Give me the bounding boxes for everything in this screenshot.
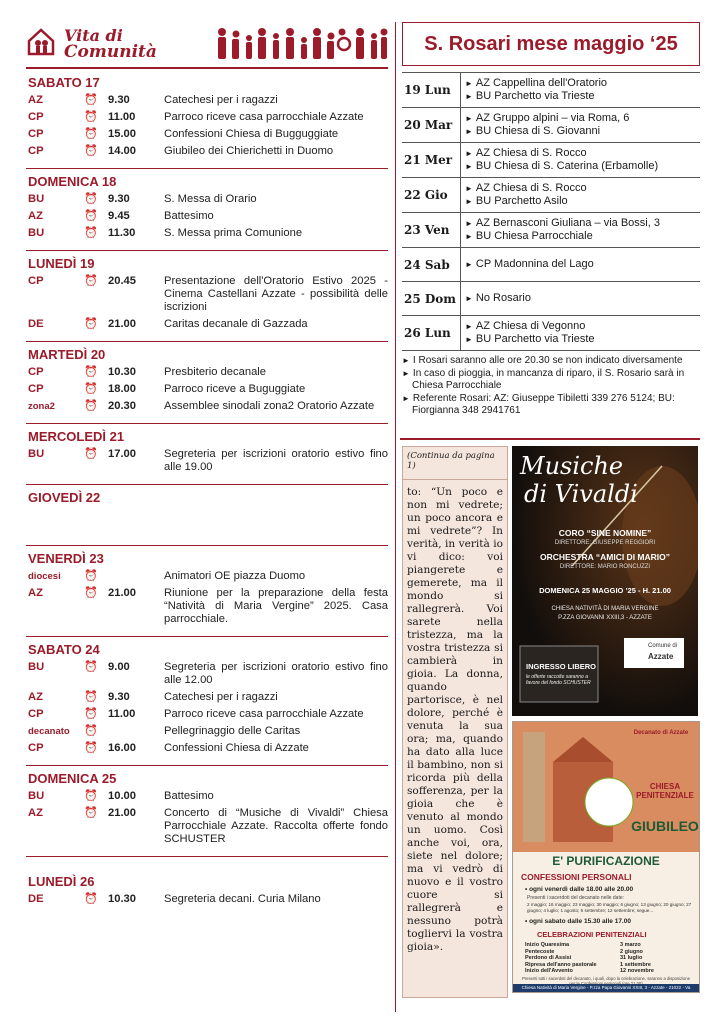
- event-description: Segreteria decani. Curia Milano: [164, 893, 321, 905]
- rosari-places: [461, 282, 701, 316]
- gospel-text: to: “Un poco e non mi vedrete; un poco ancora e mi vedrete”? In verità, in verità io vi dico: voi piangerete e gemerete, ma il mondo si rallegrerà. Voi sarete nella tristezza, ma la vostra tristezza si cambierà in gioia. La donna, quando partorisce, è nel dolore, perché è venuta la sua ora; ma, quando ha dato alla luce il bambino, non si ricorda più della sofferenza, per la gioia che è venuto al mondo un uomo. Così anche voi, ora, siete nel dolore; ma vi vedrò di nuovo e il vostro cuore si rallegrerà e nessuno potrà togliervi la vostra gioia».: [407, 486, 504, 953]
- event-place-code: AZ: [28, 807, 43, 819]
- event-row: [26, 689, 388, 706]
- giubileo-celeb-list: [525, 942, 693, 975]
- event-description: S. Messa prima Comunione: [164, 227, 303, 239]
- event-row: [26, 273, 388, 316]
- event-time: 20.30: [108, 400, 136, 412]
- event-place-code: BU: [28, 193, 45, 205]
- rosari-place-text: BU Chiesa di S. Giovanni: [475, 125, 601, 137]
- giubileo-celeb: CELEBRAZIONI PENITENZIALI: [537, 930, 647, 939]
- empty-day-space: [26, 507, 388, 537]
- event-row: [26, 208, 388, 225]
- event-place-code: AZ: [28, 691, 43, 703]
- event-place-code: CP: [28, 145, 44, 157]
- celeb-row: [525, 968, 693, 975]
- event-time: 15.00: [108, 128, 136, 140]
- page-header: [26, 22, 388, 66]
- logo-line2: Comunità: [64, 42, 157, 62]
- vivaldi-place2: P.ZZA GIOVANNI XXIII,3 - AZZATE: [558, 615, 652, 621]
- agenda-column: [26, 22, 388, 1012]
- giubileo-addr: Chiesa Natività di Maria Vergine - P.zza Papa Giovanni XXIII, 3 - Azzate - 21022 - Va: [513, 984, 699, 992]
- alarm-clock-icon: ⏰: [84, 94, 98, 106]
- rosari-places: [461, 248, 701, 282]
- event-description: Parroco riceve a Buguggiate: [164, 383, 306, 395]
- event-row: [26, 446, 388, 476]
- vivaldi-coro-dir: DIRETTORE: GIUSEPPE REGGIORI: [554, 540, 656, 546]
- rosari-note-text: In caso di pioggia, in mancanza di riparo, il S. Rosario sarà in Chiesa Parrocchiale: [412, 367, 685, 391]
- giubileo-title1: GIUBILEO: [631, 818, 699, 834]
- celeb-date: 31 luglio: [620, 955, 643, 962]
- agenda-days: [26, 70, 388, 908]
- celeb-name: Inizio dell'Avvento: [525, 968, 573, 975]
- alarm-clock-icon: ⏰: [84, 570, 98, 582]
- rosari-title: S. Rosari mese maggio ‘25: [402, 22, 700, 66]
- arrow-bullet-icon: ►: [402, 368, 410, 378]
- event-row: [26, 109, 388, 126]
- rosari-place: [465, 195, 700, 208]
- people-silhouettes-icon: [214, 26, 388, 60]
- rosari-row: [402, 178, 700, 213]
- alarm-clock-icon: ⏰: [84, 128, 98, 140]
- day-heading: LUNEDÌ 26: [28, 874, 95, 889]
- alarm-clock-icon: ⏰: [84, 893, 98, 905]
- event-time: 10.00: [108, 790, 136, 802]
- vivaldi-coro: CORO “SINE NOMINE”: [558, 528, 652, 538]
- rosari-place: [465, 258, 700, 271]
- event-time: 17.00: [108, 448, 136, 460]
- event-description: Confessioni Chiesa di Bugguggiate: [164, 128, 339, 140]
- rosari-note-text: I Rosari saranno alle ore 20.30 se non indicato diversamente: [412, 355, 683, 366]
- giubileo-foot: Presenti tutti i sacerdoti del decanato, i quali, dopo la celebrazione, saranno a disposizione: [521, 976, 691, 981]
- day-heading: LUNEDÌ 19: [28, 256, 95, 271]
- rosari-place: [465, 182, 700, 195]
- day-block: [26, 546, 388, 637]
- day-heading: MARTEDÌ 20: [28, 347, 106, 362]
- day-heading: MERCOLEDÌ 21: [28, 429, 125, 444]
- rosari-row: [402, 108, 700, 143]
- event-row: [26, 92, 388, 109]
- event-description: Pellegrinaggio delle Caritas: [164, 725, 301, 737]
- event-description: Giubileo dei Chierichetti in Duomo: [164, 145, 334, 157]
- alarm-clock-icon: ⏰: [84, 111, 98, 123]
- arrow-bullet-icon: ►: [465, 260, 473, 269]
- alarm-clock-icon: ⏰: [84, 227, 98, 239]
- event-row: [26, 316, 388, 333]
- event-row: [26, 706, 388, 723]
- day-block: [26, 251, 388, 342]
- day-heading: GIOVEDÌ 22: [28, 490, 101, 505]
- alarm-clock-icon: ⏰: [84, 366, 98, 378]
- rosari-row: [402, 248, 700, 282]
- rosari-notes: [402, 355, 700, 418]
- rosari-day: 25 Dom: [402, 282, 461, 316]
- vivaldi-title2: di Vivaldi: [524, 480, 638, 508]
- event-row: [26, 191, 388, 208]
- rosari-places: [461, 213, 701, 248]
- arrow-bullet-icon: ►: [465, 79, 473, 88]
- celeb-name: Inizio Quaresima: [525, 942, 570, 948]
- alarm-clock-icon: ⏰: [84, 661, 98, 673]
- giubileo-title2: E' PURIFICAZIONE: [552, 854, 660, 868]
- rosari-table: [402, 72, 700, 351]
- alarm-clock-icon: ⏰: [84, 383, 98, 395]
- rosari-place-text: AZ Chiesa di S. Rocco: [475, 147, 587, 159]
- event-time: 9.30: [108, 691, 130, 703]
- event-time: 10.30: [108, 893, 136, 905]
- event-description: Animatori OE piazza Duomo: [164, 570, 306, 582]
- event-row: [26, 381, 388, 398]
- rosari-place-text: AZ Chiesa di S. Rocco: [475, 182, 587, 194]
- rosari-places: [461, 108, 701, 143]
- event-description: Parroco riceve casa parrocchiale Azzate: [164, 708, 364, 720]
- rosari-note-text: Referente Rosari: AZ: Giuseppe Tibiletti 339 276 5124; BU: Fiorgianna 348 2941761: [412, 392, 675, 416]
- event-place-code: CP: [28, 128, 44, 140]
- event-time: 14.00: [108, 145, 136, 157]
- event-time: 11.00: [108, 111, 136, 123]
- rosari-day: 21 Mer: [402, 143, 461, 178]
- event-place-code: CP: [28, 275, 44, 287]
- gospel-box: [402, 446, 508, 998]
- celeb-date: 2 giugno: [620, 948, 643, 955]
- vivaldi-free: INGRESSO LIBERO: [526, 662, 597, 671]
- alarm-clock-icon: ⏰: [84, 725, 98, 737]
- rosari-place: [465, 90, 700, 103]
- event-row: [26, 740, 388, 757]
- alarm-clock-icon: ⏰: [84, 790, 98, 802]
- event-time: 10.30: [108, 366, 136, 378]
- alarm-clock-icon: ⏰: [84, 400, 98, 412]
- event-row: [26, 568, 388, 585]
- event-place-code: BU: [28, 790, 45, 802]
- event-description: Segreteria per iscrizioni oratorio estivo fino alle 12.00: [164, 661, 388, 686]
- day-heading: VENERDÌ 23: [28, 551, 104, 566]
- day-separator: [26, 856, 388, 857]
- event-row: [26, 225, 388, 242]
- event-row: [26, 398, 388, 415]
- celeb-date: 12 novembre: [620, 968, 654, 975]
- event-place-code: CP: [28, 742, 44, 754]
- day-block: [26, 70, 388, 169]
- vivaldi-orch: ORCHESTRA “AMICI DI MARIO”: [539, 552, 670, 562]
- vivaldi-poster: [512, 446, 698, 716]
- event-time: 9.30: [108, 193, 130, 205]
- rosari-day: 26 Lun: [402, 316, 461, 351]
- event-description: Battesimo: [164, 210, 214, 222]
- rosari-place-text: AZ Cappellina dell'Oratorio: [475, 77, 608, 89]
- arrow-bullet-icon: ►: [465, 232, 473, 241]
- event-description: Riunione per la preparazione della festa “Natività di Maria Vergine” 2025. Casa parrocchiale.: [164, 587, 388, 625]
- alarm-clock-icon: ⏰: [84, 193, 98, 205]
- event-description: Presbiterio decanale: [164, 366, 266, 378]
- event-time: 9.00: [108, 661, 130, 673]
- event-time: 16.00: [108, 742, 136, 754]
- giubileo-line1: • ogni venerdì dalle 18.00 alle 20.00: [525, 886, 634, 893]
- arrow-bullet-icon: ►: [402, 356, 410, 365]
- gospel-continued: (Continua da pagina 1): [403, 447, 507, 480]
- alarm-clock-icon: ⏰: [84, 210, 98, 222]
- rosari-place-text: AZ Chiesa di Vegonno: [475, 320, 586, 332]
- event-description: Catechesi per i ragazzi: [164, 691, 278, 703]
- rosari-place: [465, 77, 700, 90]
- celeb-date: 3 marzo: [620, 942, 641, 948]
- event-time: 20.45: [108, 275, 136, 287]
- arrow-bullet-icon: ►: [465, 197, 473, 206]
- rosari-place: [465, 292, 700, 305]
- day-block: [26, 342, 388, 424]
- celeb-row: [525, 955, 693, 962]
- event-time: 21.00: [108, 807, 136, 819]
- day-block: [26, 637, 388, 766]
- celeb-row: [525, 962, 693, 969]
- arrow-bullet-icon: ►: [465, 162, 473, 171]
- alarm-clock-icon: ⏰: [84, 807, 98, 819]
- vivaldi-orch-dir: DIRETTORE: MARIO RONCUZZI: [559, 564, 651, 570]
- event-description: S. Messa di Orario: [164, 193, 257, 205]
- event-place-code: zona2: [28, 401, 55, 412]
- celeb-name: Ripresa dell'anno pastorale: [525, 961, 597, 968]
- rosari-place: [465, 112, 700, 125]
- celeb-date: 1 settembre: [620, 961, 651, 968]
- rosari-day: 23 Ven: [402, 213, 461, 248]
- giubileo-chiesa: CHIESA PENITENZIALE: [636, 782, 694, 800]
- event-place-code: CP: [28, 383, 44, 395]
- giubileo-conf: CONFESSIONI PERSONALI: [521, 872, 632, 882]
- rosari-place: [465, 160, 700, 173]
- arrow-bullet-icon: ►: [465, 114, 473, 123]
- rosari-day: 24 Sab: [402, 248, 461, 282]
- rosari-note: [402, 393, 700, 418]
- event-place-code: CP: [28, 366, 44, 378]
- rosari-places: [461, 316, 701, 351]
- arrow-bullet-icon: ►: [465, 184, 473, 193]
- alarm-clock-icon: ⏰: [84, 145, 98, 157]
- giubileo-line1b: Presenti i sacerdoti del decanato nelle date:: [527, 895, 625, 901]
- arrow-bullet-icon: ►: [465, 294, 473, 303]
- event-row: [26, 364, 388, 381]
- event-place-code: DE: [28, 893, 44, 905]
- giubileo-line2: • ogni sabato dalle 15.30 alle 17.00: [525, 918, 631, 925]
- day-block: [26, 169, 388, 251]
- event-time: 9.45: [108, 210, 130, 222]
- day-heading: SABATO 17: [28, 75, 100, 90]
- event-place-code: decanato: [28, 726, 70, 737]
- event-time: 18.00: [108, 383, 136, 395]
- giubileo-badge: Decanato di Azzate: [633, 730, 689, 736]
- logo-line1: Vita di: [64, 26, 123, 45]
- rosari-place: [465, 320, 700, 333]
- rosari-place-text: BU Parchetto via Trieste: [475, 90, 595, 102]
- arrow-bullet-icon: ►: [465, 149, 473, 158]
- event-description: Presentazione dell'Oratorio Estivo 2025 - Cinema Castellani Azzate - possibilità delle iscrizioni: [164, 275, 388, 313]
- event-place-code: BU: [28, 661, 45, 673]
- event-place-code: CP: [28, 708, 44, 720]
- event-description: Segreteria per iscrizioni oratorio estivo fino alle 19.00: [164, 448, 388, 473]
- alarm-clock-icon: ⏰: [84, 318, 98, 330]
- event-description: Parroco riceve casa parrocchiale Azzate: [164, 111, 364, 123]
- rosari-day: 22 Gio: [402, 178, 461, 213]
- arrow-bullet-icon: ►: [465, 219, 473, 228]
- event-place-code: AZ: [28, 94, 43, 106]
- vivaldi-offer: le offerte raccolte saranno a favore del fondo SCHUSTER: [526, 674, 591, 686]
- column-divider: [395, 22, 396, 1012]
- rosari-note: [402, 368, 700, 393]
- day-block: [26, 485, 388, 546]
- rosari-place: [465, 125, 700, 138]
- event-time: 9.30: [108, 94, 130, 106]
- rosari-row: [402, 316, 700, 351]
- event-time: 21.00: [108, 318, 136, 330]
- event-place-code: CP: [28, 111, 44, 123]
- arrow-bullet-icon: ►: [465, 322, 473, 331]
- event-description: Assemblee sinodali zona2 Oratorio Azzate: [164, 400, 375, 412]
- event-row: [26, 723, 388, 740]
- rosari-day: 19 Lun: [402, 73, 461, 108]
- giubileo-poster: [512, 721, 700, 993]
- event-place-code: BU: [28, 227, 45, 239]
- rosari-row: [402, 282, 700, 316]
- event-row: [26, 788, 388, 805]
- giubileo-line1c: 2 maggio; 16 maggio; 23 maggio; 30 maggio; 6 giugno; 13 giugno; 20 giugno; 27 giugno; 4 luglio; 1 agosto; 5 settembre; 12 settembre; segue...: [527, 902, 692, 913]
- rosari-place: [465, 333, 700, 346]
- celeb-row: [525, 942, 693, 949]
- alarm-clock-icon: ⏰: [84, 448, 98, 460]
- event-description: Catechesi per i ragazzi: [164, 94, 278, 106]
- day-block: [26, 766, 388, 857]
- arrow-bullet-icon: ►: [465, 92, 473, 101]
- event-description: Caritas decanale di Gazzada: [164, 318, 308, 330]
- comune-label2: Azzate: [648, 652, 674, 661]
- arrow-bullet-icon: ►: [402, 393, 410, 403]
- vivaldi-date: DOMENICA 25 MAGGIO ’25 - H. 21.00: [539, 586, 671, 595]
- rosari-place: [465, 147, 700, 160]
- alarm-clock-icon: ⏰: [84, 742, 98, 754]
- event-place-code: DE: [28, 318, 44, 330]
- rosari-place-text: CP Madonnina del Lago: [475, 258, 594, 270]
- comune-label1: Comune di: [648, 643, 678, 649]
- event-description: Confessioni Chiesa di Azzate: [164, 742, 309, 754]
- arrow-bullet-icon: ►: [465, 335, 473, 344]
- event-row: [26, 143, 388, 160]
- rosari-place-text: AZ Gruppo alpini – via Roma, 6: [475, 112, 630, 124]
- vivaldi-title1: Musiche: [520, 452, 624, 480]
- celeb-name: Perdono di Assisi: [525, 955, 572, 962]
- celeb-row: [525, 949, 693, 956]
- event-place-code: BU: [28, 448, 45, 460]
- vivaldi-place1: CHIESA NATIVITÀ DI MARIA VERGINE: [551, 606, 659, 612]
- rosari-section: [402, 22, 700, 418]
- day-heading: SABATO 24: [28, 642, 100, 657]
- rosari-row: [402, 213, 700, 248]
- rosari-places: [461, 178, 701, 213]
- celeb-name: Pentecoste: [525, 948, 555, 955]
- event-place-code: AZ: [28, 587, 43, 599]
- rosari-place-text: AZ Bernasconi Giuliana – via Bossi, 3: [475, 217, 660, 229]
- arrow-bullet-icon: ►: [465, 127, 473, 136]
- event-description: Battesimo: [164, 790, 214, 802]
- event-description: Concerto di “Musiche di Vivaldi” Chiesa Parrocchiale Azzate. Raccolta offerte fondo SCHUSTER: [164, 807, 388, 845]
- rosari-note: [402, 355, 700, 368]
- header-rule: [26, 67, 388, 69]
- day-block: [26, 424, 388, 485]
- alarm-clock-icon: ⏰: [84, 275, 98, 287]
- event-row: [26, 659, 388, 689]
- event-row: [26, 805, 388, 848]
- rosari-place-text: BU Parchetto Asilo: [475, 195, 568, 207]
- alarm-clock-icon: ⏰: [84, 587, 98, 599]
- day-block: [26, 869, 388, 908]
- rosari-place: [465, 217, 700, 230]
- event-time: 11.30: [108, 227, 136, 239]
- rosari-place: [465, 230, 700, 243]
- event-place-code: diocesi: [28, 571, 61, 582]
- rosari-place-text: BU Chiesa Parrocchiale: [475, 230, 593, 242]
- alarm-clock-icon: ⏰: [84, 708, 98, 720]
- alarm-clock-icon: ⏰: [84, 691, 98, 703]
- rosari-places: [461, 143, 701, 178]
- rosari-places: [461, 73, 701, 108]
- day-heading: DOMENICA 25: [28, 771, 117, 786]
- rosari-row: [402, 73, 700, 108]
- event-time: 11.00: [108, 708, 136, 720]
- event-place-code: AZ: [28, 210, 43, 222]
- event-time: 21.00: [108, 587, 136, 599]
- rosari-day: 20 Mar: [402, 108, 461, 143]
- rosari-place-text: BU Chiesa di S. Caterina (Erbamolle): [475, 160, 659, 172]
- day-heading: DOMENICA 18: [28, 174, 117, 189]
- right-divider: [400, 438, 700, 440]
- event-row: [26, 126, 388, 143]
- house-icon: [26, 26, 56, 56]
- event-row: [26, 585, 388, 628]
- rosari-row: [402, 143, 700, 178]
- rosari-place-text: BU Parchetto via Trieste: [475, 333, 595, 345]
- event-row: [26, 891, 388, 908]
- rosari-place-text: No Rosario: [475, 292, 531, 304]
